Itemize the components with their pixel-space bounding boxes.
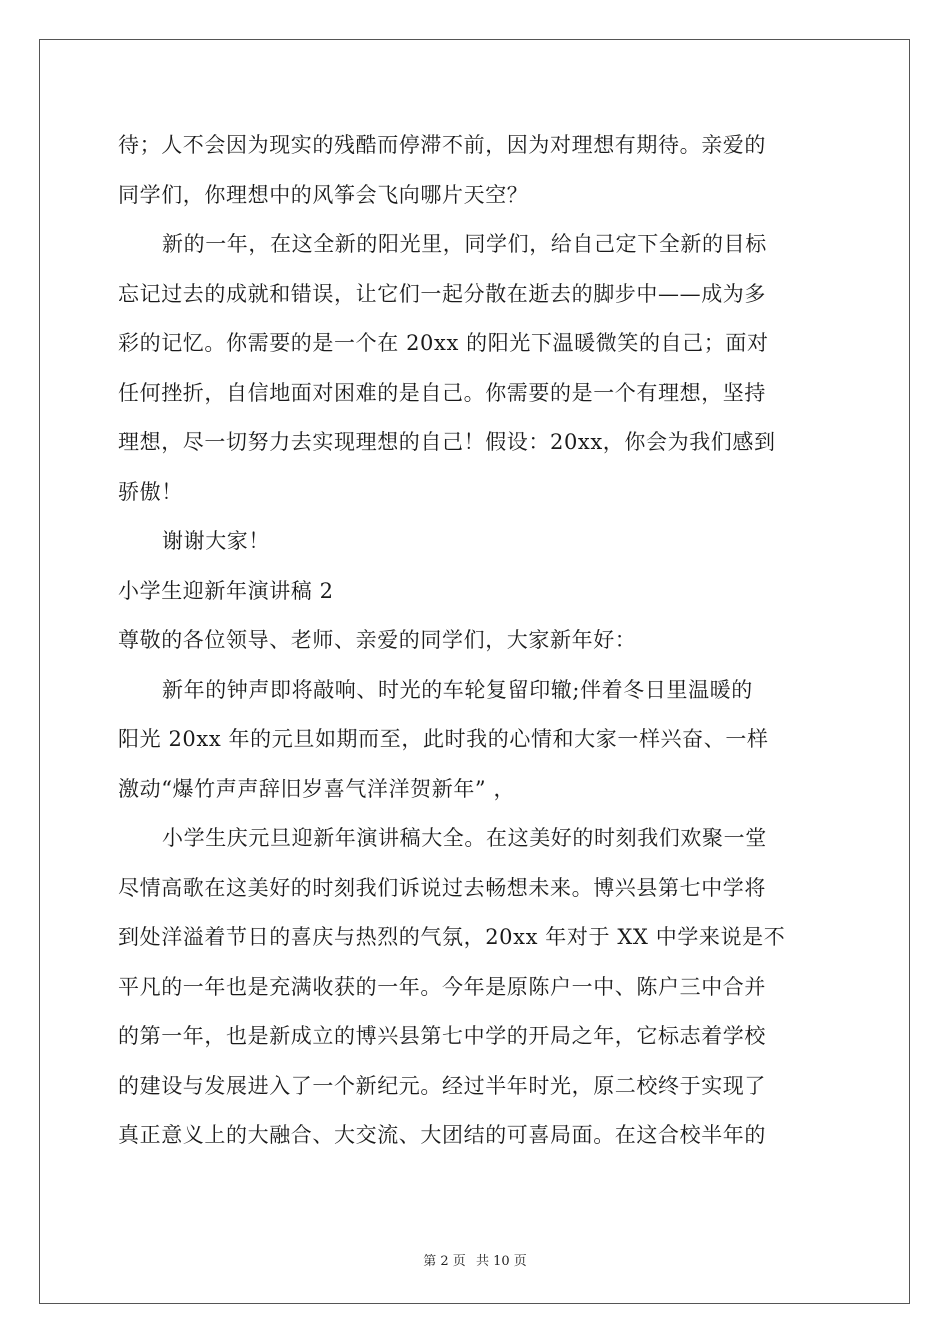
text-line: 到处洋溢着节日的喜庆与热烈的气氛，20xx 年对于 XX 中学来说是不 [118,925,786,949]
page-total: 共 10 页 [475,1254,527,1269]
document-body [118,121,834,1161]
text-line: 待；人不会因为现实的残酷而停滞不前，因为对理想有期待。亲爱的 [118,133,766,157]
text-line: 尊敬的各位领导、老师、亲爱的同学们，大家新年好： [118,628,637,652]
text-line: 新的一年，在这全新的阳光里，同学们，给自己定下全新的目标 [162,232,767,256]
text-line: 平凡的一年也是充满收获的一年。今年是原陈户一中、陈户三中合并 [118,974,766,999]
text-line: 骄傲！ [118,479,183,504]
text-line: 的第一年，也是新成立的博兴县第七中学的开局之年，它标志着学校 [118,1024,766,1048]
text-line: 理想，尽一切努力去实现理想的自己！假设：20xx，你会为我们感到 [118,430,776,454]
text-line: 新年的钟声即将敲响、时光的车轮复留印辙;伴着冬日里温暖的 [162,677,753,702]
text-line: 的建设与发展进入了一个新纪元。经过半年时光，原二校终于实现了 [118,1073,766,1098]
text-line: 小学生庆元旦迎新年演讲稿大全。在这美好的时刻我们欢聚一堂 [162,826,767,850]
text-line: 彩的记忆。你需要的是一个在 20xx 的阳光下温暖微笑的自己；面对 [118,331,769,355]
text-line: 真正意义上的大融合、大交流、大团结的可喜局面。在这合校半年的 [118,1123,766,1147]
text-line: 同学们，你理想中的风筝会飞向哪片天空？ [118,182,529,207]
text-line: 任何挫折，自信地面对困难的是自己。你需要的是一个有理想，坚持 [118,380,766,405]
text-line: 谢谢大家！ [162,529,270,553]
text-line: 激动“爆竹声声辞旧岁喜气洋洋贺新年” ， [118,776,516,801]
page-number: 第 2 页 [423,1254,466,1269]
text-line: 小学生迎新年演讲稿 2 [118,578,334,603]
page-footer [0,1250,950,1269]
text-line: 尽情高歌在这美好的时刻我们诉说过去畅想未来。博兴县第七中学将 [118,875,766,900]
text-line: 忘记过去的成就和错误，让它们一起分散在逝去的脚步中——成为多 [118,281,766,306]
text-line: 阳光 20xx 年的元旦如期而至，此时我的心情和大家一样兴奋、一样 [118,727,769,751]
